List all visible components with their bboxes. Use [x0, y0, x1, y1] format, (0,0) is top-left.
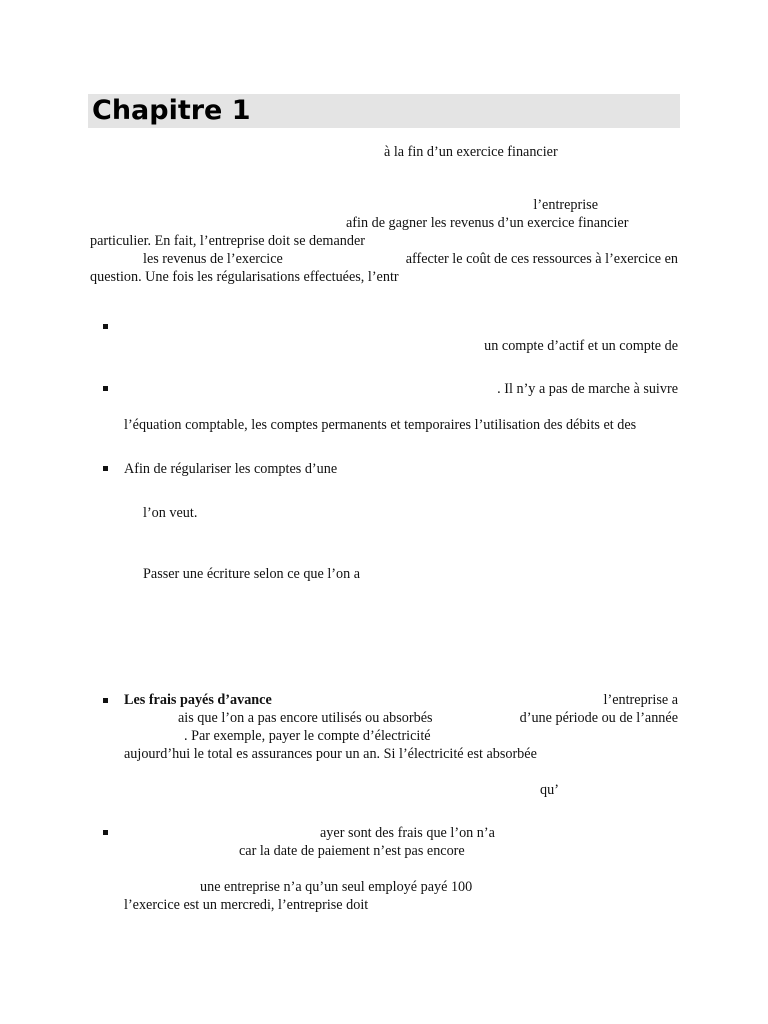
text-line: affecter le coût de ces ressources à l’exercice en [405, 251, 678, 267]
text-line: Passer une écriture selon ce que l’on a [143, 566, 361, 582]
text-line: les revenus de l’exercice [143, 251, 283, 267]
text-line: l’entreprise [533, 197, 598, 213]
chapter-heading-bar [88, 94, 680, 128]
text-line: l’entreprise a [603, 692, 678, 708]
text-line: d’une période ou de l’année [519, 710, 678, 726]
text-line: l’exercice est un mercredi, l’entreprise doit [124, 897, 369, 913]
bullet-marker [103, 386, 108, 391]
text-line: car la date de paiement n’est pas encore [239, 843, 465, 859]
text-line: un compte d’actif et un compte de [484, 338, 678, 354]
bullet-marker [103, 830, 108, 835]
text-line: ais que l’on a pas encore utilisés ou absorbés [178, 710, 433, 726]
text-line: afin de gagner les revenus d’un exercice financier [346, 215, 629, 231]
text-line: à la fin d’un exercice financier [384, 144, 558, 160]
bullet-marker [103, 698, 108, 703]
text-line: ayer sont des frais que l’on n’a [320, 825, 495, 841]
text-line: . Il n’y a pas de marche à suivre [497, 381, 678, 397]
text-line: l’on veut. [143, 505, 198, 521]
text-line: Afin de régulariser les comptes d’une [124, 461, 338, 477]
text-line: question. Une fois les régularisations effectuées, l’entr [90, 269, 399, 285]
text-line: une entreprise n’a qu’un seul employé payé 100 [200, 879, 473, 895]
text-line: aujourd’hui le total es assurances pour un an. Si l’électricité est absorbée [124, 746, 537, 762]
text-line: l’équation comptable, les comptes permanents et temporaires l’utilisation des débits et des [124, 417, 637, 433]
bullet-marker [103, 466, 108, 471]
text-line: . Par exemple, payer le compte d’électricité [184, 728, 431, 744]
chapter-title: Chapitre 1 [92, 95, 251, 126]
text-line: particulier. En fait, l’entreprise doit se demander [90, 233, 365, 249]
text-line: qu’ [540, 782, 559, 798]
bullet-marker [103, 324, 108, 329]
text-line-bold: Les frais payés d’avance [124, 692, 272, 708]
